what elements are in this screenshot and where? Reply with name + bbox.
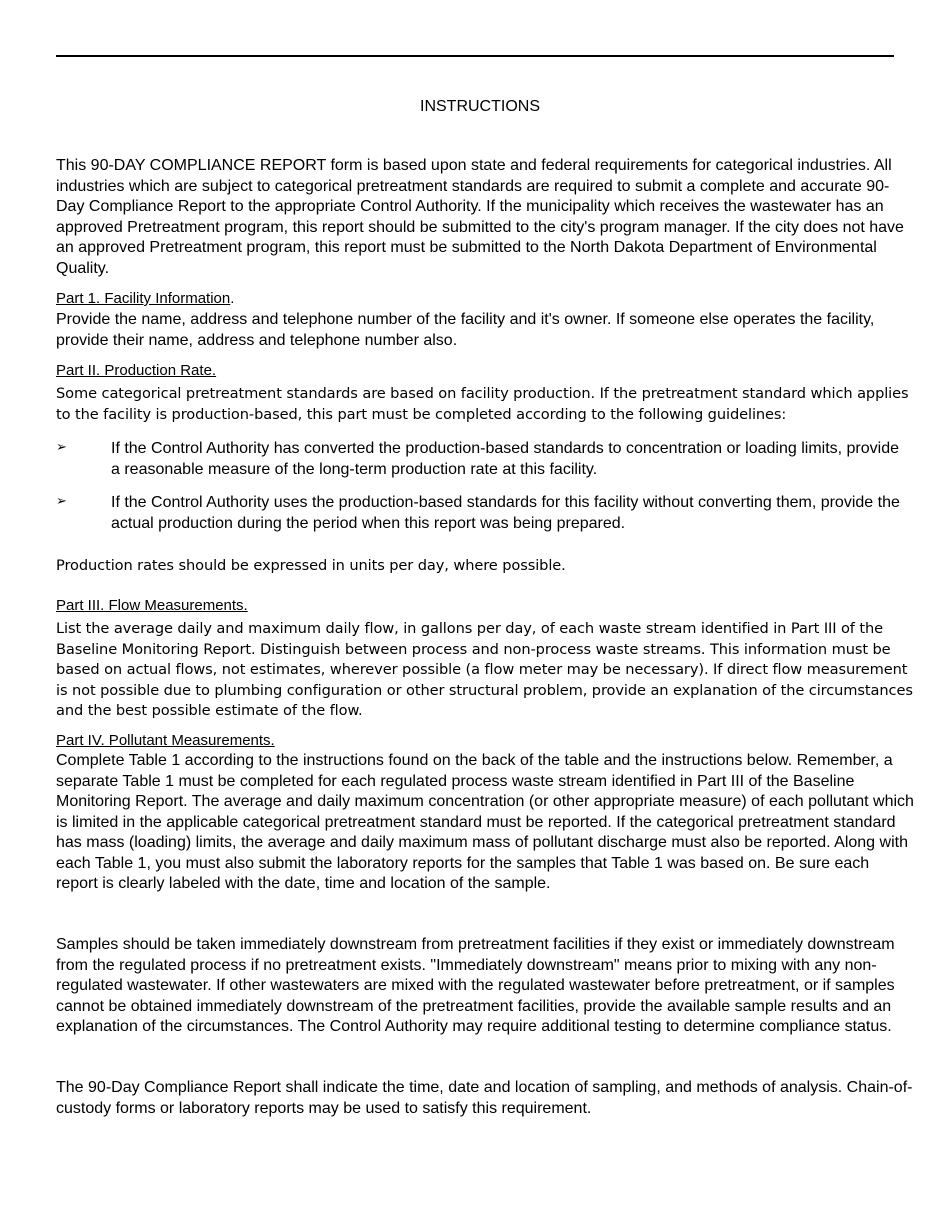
part3-heading: Part III. Flow Measurements. — [56, 597, 248, 614]
intro-paragraph: This 90-DAY COMPLIANCE REPORT form is based upon state and federal requirements for categorical industries. All industries which are subject to categorical pretreatment standards are required to submit a complete and accurate 90-Day Compliance Report to the appropriate Control Authority. If the municipality which receives the wastewater has an approved Pretreatment program, this report should be submitted to the city's program manager. If the city does not have an approved Pretreatment program, this report must be submitted to the North Dakota Department of Environmental Quality. — [56, 157, 904, 277]
part4-body-1: Complete Table 1 according to the instructions found on the back of the table and the instructions below. Remember, a separate Table 1 must be completed for each regulated process waste stream identified in Part III of the Baseline Monitoring Report. The average and daily maximum concentration (or other appropriate measure) of each pollutant which is limited in the applicable categorical pretreatment standard must be reported. If the categorical pretreatment standard has mass (loading) limits, the average and daily maximum mass of pollutant discharge must also be reported. Along with each Table 1, you must also submit the laboratory reports for the samples that Table 1 was based on. Be sure each report is clearly labeled with the date, time and location of the sample. — [56, 752, 914, 892]
arrow-bullet-icon: ➢ — [56, 439, 67, 454]
arrow-bullet-icon: ➢ — [56, 493, 67, 508]
part2-bullet-1-text: If the Control Authority has converted the production-based standards to concentration or loading limits, provide a reasonable measure of the long-term production rate at this facility. — [111, 440, 900, 478]
page-title: INSTRUCTIONS — [420, 98, 540, 115]
part4-heading: Part IV. Pollutant Measurements. — [56, 732, 275, 749]
part2-bullet-2-text: If the Control Authority uses the production-based standards for this facility without converting them, provide the actual production during the period when this report was being prepared. — [111, 494, 900, 532]
part1-heading-text: Part 1. Facility Information — [56, 290, 231, 307]
part4-body-3: The 90-Day Compliance Report shall indicate the time, date and location of sampling, and methods of analysis. Chain-of-custody forms or laboratory reports may be used to satisfy this requirement. — [56, 1079, 913, 1117]
part4-body-2: Samples should be taken immediately downstream from pretreatment facilities if they exist or immediately downstream from the regulated process if no pretreatment exists. "Immediately downstream" means prior to mixing with any non-regulated wastewater. If other wastewaters are mixed with the regulated wastewater before pretreatment, or if samples cannot be obtained immediately downstream of the pretreatment facilities, provide the available sample results and an explanation of the circumstances. The Control Authority may require additional testing to determine compliance status. — [56, 936, 895, 1035]
part1-heading-suffix: . — [230, 290, 235, 307]
part3-body: List the average daily and maximum daily flow, in gallons per day, of each waste stream identified in Part III of the Baseline Monitoring Report. Distinguish between process and non-process waste streams. This information must be based on actual flows, not estimates, wherever possible (a flow meter may be necessary). If direct flow measurement is not possible due to plumbing configuration or other structural problem, provide an explanation of the circumstances and the best possible estimate of the flow. — [56, 620, 913, 719]
part1-heading — [56, 290, 234, 308]
top-rule — [56, 55, 894, 57]
part1-body: Provide the name, address and telephone number of the facility and it's owner. If someone else operates the facility, provide their name, address and telephone number also. — [56, 311, 875, 349]
part2-note: Production rates should be expressed in units per day, where possible. — [56, 557, 566, 574]
part2-heading: Part II. Production Rate. — [56, 362, 217, 379]
part2-body: Some categorical pretreatment standards are based on facility production. If the pretreatment standard which applies to the facility is production-based, this part must be completed according to the following guidelines: — [56, 385, 909, 423]
